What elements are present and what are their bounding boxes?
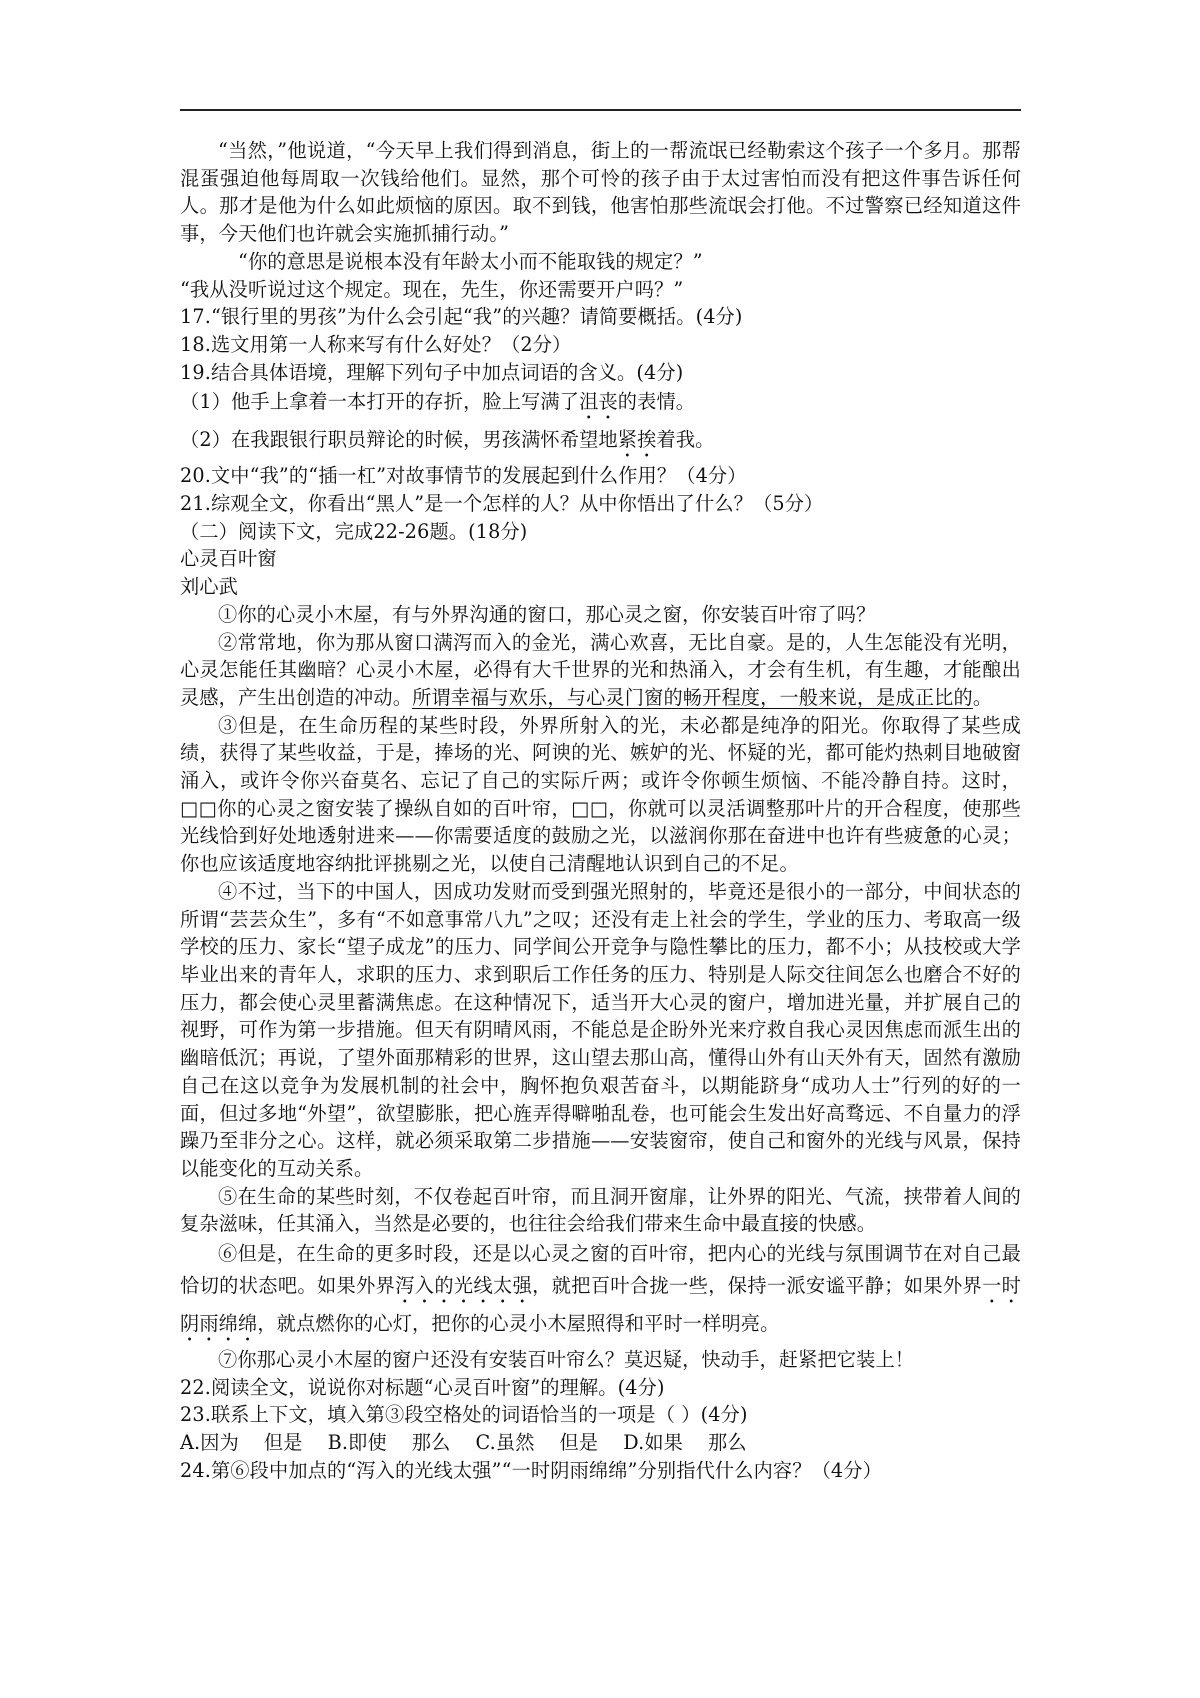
para2-main-text: ②常常地，你为那从窗口满泻而入的金光，满心欢喜，无比自豪。是的，人生怎能没有光明，心灵怎能任其幽暗？心灵小木屋，必得有大千世界的光和热涌入，才会有生机，有生趣，才能酿出灵感，产生出创造的冲动。 xyxy=(180,630,1021,709)
story-paragraph-2: “你的意思是说根本没有年龄太小而不能取钱的规定？” xyxy=(238,249,703,273)
para6-text-c: ，就点燃你的心灯，把你的心灵小木屋照得和平时一样明亮。 xyxy=(257,1312,780,1336)
article-paragraph-5: ⑤在生命的某些时刻，不仅卷起百叶帘，而且洞开窗扉，让外界的阳光、气流，挟带着人间的复杂滋味，任其涌入，当然是必要的，也往往会给我们带来生命中最直接的快感。 xyxy=(180,1184,1021,1236)
question-21: 21.综观全文，你看出“黑人”是一个怎样的人？从中你悟出了什么？（5分） xyxy=(180,492,824,516)
question-19-item-2 xyxy=(180,424,1021,462)
article-author: 刘心武 xyxy=(180,575,239,599)
article-paragraph-3: ③但是，在生命历程的某些时段，外界所射入的光，未必都是纯净的阳光。你取得了某些成绩，获得了某些收益，于是，捧场的光、阿谀的光、嫉妒的光、怀疑的光，都可能灼热刺目地破窗涌入，或许令你兴奋莫名、忘记了自己的实际斤两；或许令你顿生烦恼、不能冷静自持。这时，□□你的心灵之窗安装了操纵自如的百叶帘，□□，你就可以灵活调整那叶片的开合程度，使那些光线恰到好处地透射进来——你需要适度的鼓励之光，以滋润你那在奋进中也许有些疲惫的心灵；你也应该适度地容纳批评挑剔之光，以使自己清醒地认识到自己的不足。 xyxy=(180,713,1021,876)
page-content xyxy=(180,137,1021,1485)
q19-2-prefix: （2）在我跟银行职员辩论的时候，男孩满怀希望地 xyxy=(180,428,618,452)
article-title: 心灵百叶窗 xyxy=(180,547,277,571)
question-19-item-1 xyxy=(180,386,1021,424)
option-c: C.虽然 但是 xyxy=(475,1431,599,1455)
question-22: 22.阅读全文，说说你对标题“心灵百叶窗”的理解。(4分) xyxy=(180,1375,665,1399)
question-19: 19.结合具体语境，理解下列句子中加点词语的含义。(4分) xyxy=(180,360,684,384)
section-2-heading: （二）阅读下文，完成22-26题。(18分) xyxy=(180,519,528,543)
para6-text-b: ，就把百叶合拢一些，保持一派安谧平静；如果外界 xyxy=(532,1274,983,1298)
article-paragraph-6 xyxy=(180,1238,1021,1346)
q19-1-dotted-word: 沮丧 xyxy=(579,390,618,414)
question-23-options xyxy=(180,1429,1021,1457)
header-rule xyxy=(180,109,1021,111)
q19-2-suffix: 着我。 xyxy=(656,428,715,452)
para2-underlined-sentence: 所谓幸福与欢乐，与心灵门窗的畅开程度，一般来说，是成正比的 xyxy=(412,685,973,709)
q19-1-suffix: 的表情。 xyxy=(617,390,696,414)
option-a: A.因为 但是 xyxy=(180,1431,303,1455)
question-20: 20.文中“我”的“插一杠”对故事情节的发展起到什么作用？（4分） xyxy=(180,464,747,488)
article-paragraph-1: ①你的心灵小木屋，有与外界沟通的窗口，那心灵之窗，你安装百叶帘了吗？ xyxy=(218,602,876,626)
q19-1-prefix: （1）他手上拿着一本打开的存折，脸上写满了 xyxy=(180,390,580,414)
option-b: B.即使 那么 xyxy=(327,1431,451,1455)
article-paragraph-4: ④不过，当下的中国人，因成功发财而受到强光照射的，毕竟还是很小的一部分，中间状态的所谓“芸芸众生”，多有“不如意事常八九”之叹；还没有走上社会的学生，学业的压力、考取高一级学校的压力、家长“望子成龙”的压力、同学间公开竞争与隐性攀比的压力，都不小；从技校或大学毕业出来的青年人，求职的压力、求到职后工作任务的压力、特别是人际交往间怎么也磨合不好的压力，都会使心灵里蓄满焦虑。在这种情况下，适当开大心灵的窗户，增加进光量，并扩展自己的视野，可作为第一步措施。但天有阴晴风雨，不能总是企盼外光来疗救自我心灵因焦虑而派生出的幽暗低沉；再说，了望外面那精彩的世界，这山望去那山高，懂得山外有山天外有天，固然有激励自己在这以竞争为发展机制的社会中，胸怀抱负艰苦奋斗，以期能跻身“成功人士”行列的好的一面，但过多地“外望”，欲望膨胀，把心旌弄得噼啪乱卷，也可能会生发出好高骛远、不自量力的浮躁乃至非分之心。这样，就必须采取第二步措施——安装窗帘，使自己和窗外的光线与风景，保持以能变化的互动关系。 xyxy=(180,879,1021,1180)
para6-dotted-phrase-2: 一时阴雨绵绵 xyxy=(180,1274,1022,1336)
story-paragraph-3: “我从没听说过这个规定。现在，先生，你还需要开户吗？” xyxy=(180,277,684,301)
article-paragraph-7: ⑦你那心灵小木屋的窗户还没有安装百叶帘么？莫迟疑，快动手，赶紧把它装上！ xyxy=(218,1348,915,1372)
q19-2-dotted-word: 紧挨 xyxy=(617,428,657,452)
question-23: 23.联系上下文，填入第③段空格处的词语恰当的一项是（ ）(4分) xyxy=(180,1403,748,1427)
question-17: 17.“银行里的男孩”为什么会引起“我”的兴趣？请简要概括。(4分) xyxy=(180,305,743,329)
story-paragraph-1: “当然，”他说道，“今天早上我们得到消息，街上的一帮流氓已经勒索这个孩子一个多月。那帮混蛋强迫他每周取一次钱给他们。显然，那个可怜的孩子由于太过害怕而没有把这件事告诉任何人。那才是他为什么如此烦恼的原因。取不到钱，他害怕那些流氓会打他。不过警察已经知道这件事，今天他们也许就会实施抓捕行动。” xyxy=(180,139,1021,246)
para6-dotted-phrase-1: 泻入的光线太强 xyxy=(395,1274,533,1298)
para6-text-a: ⑥但是，在生命的更多时段，还是以心灵之窗的百叶帘，把内心的光线与氛围调节在对自己最恰切的状态吧。如果外界 xyxy=(180,1242,1021,1298)
question-24: 24.第⑥段中加点的“泻入的光线太强”“一时阴雨绵绵”分别指代什么内容？（4分） xyxy=(180,1458,882,1482)
para2-end-mark: 。 xyxy=(972,685,993,709)
option-d: D.如果 那么 xyxy=(623,1431,747,1455)
question-18: 18.选文用第一人称来写有什么好处？（2分） xyxy=(180,332,572,356)
article-paragraph-2 xyxy=(180,629,1021,712)
